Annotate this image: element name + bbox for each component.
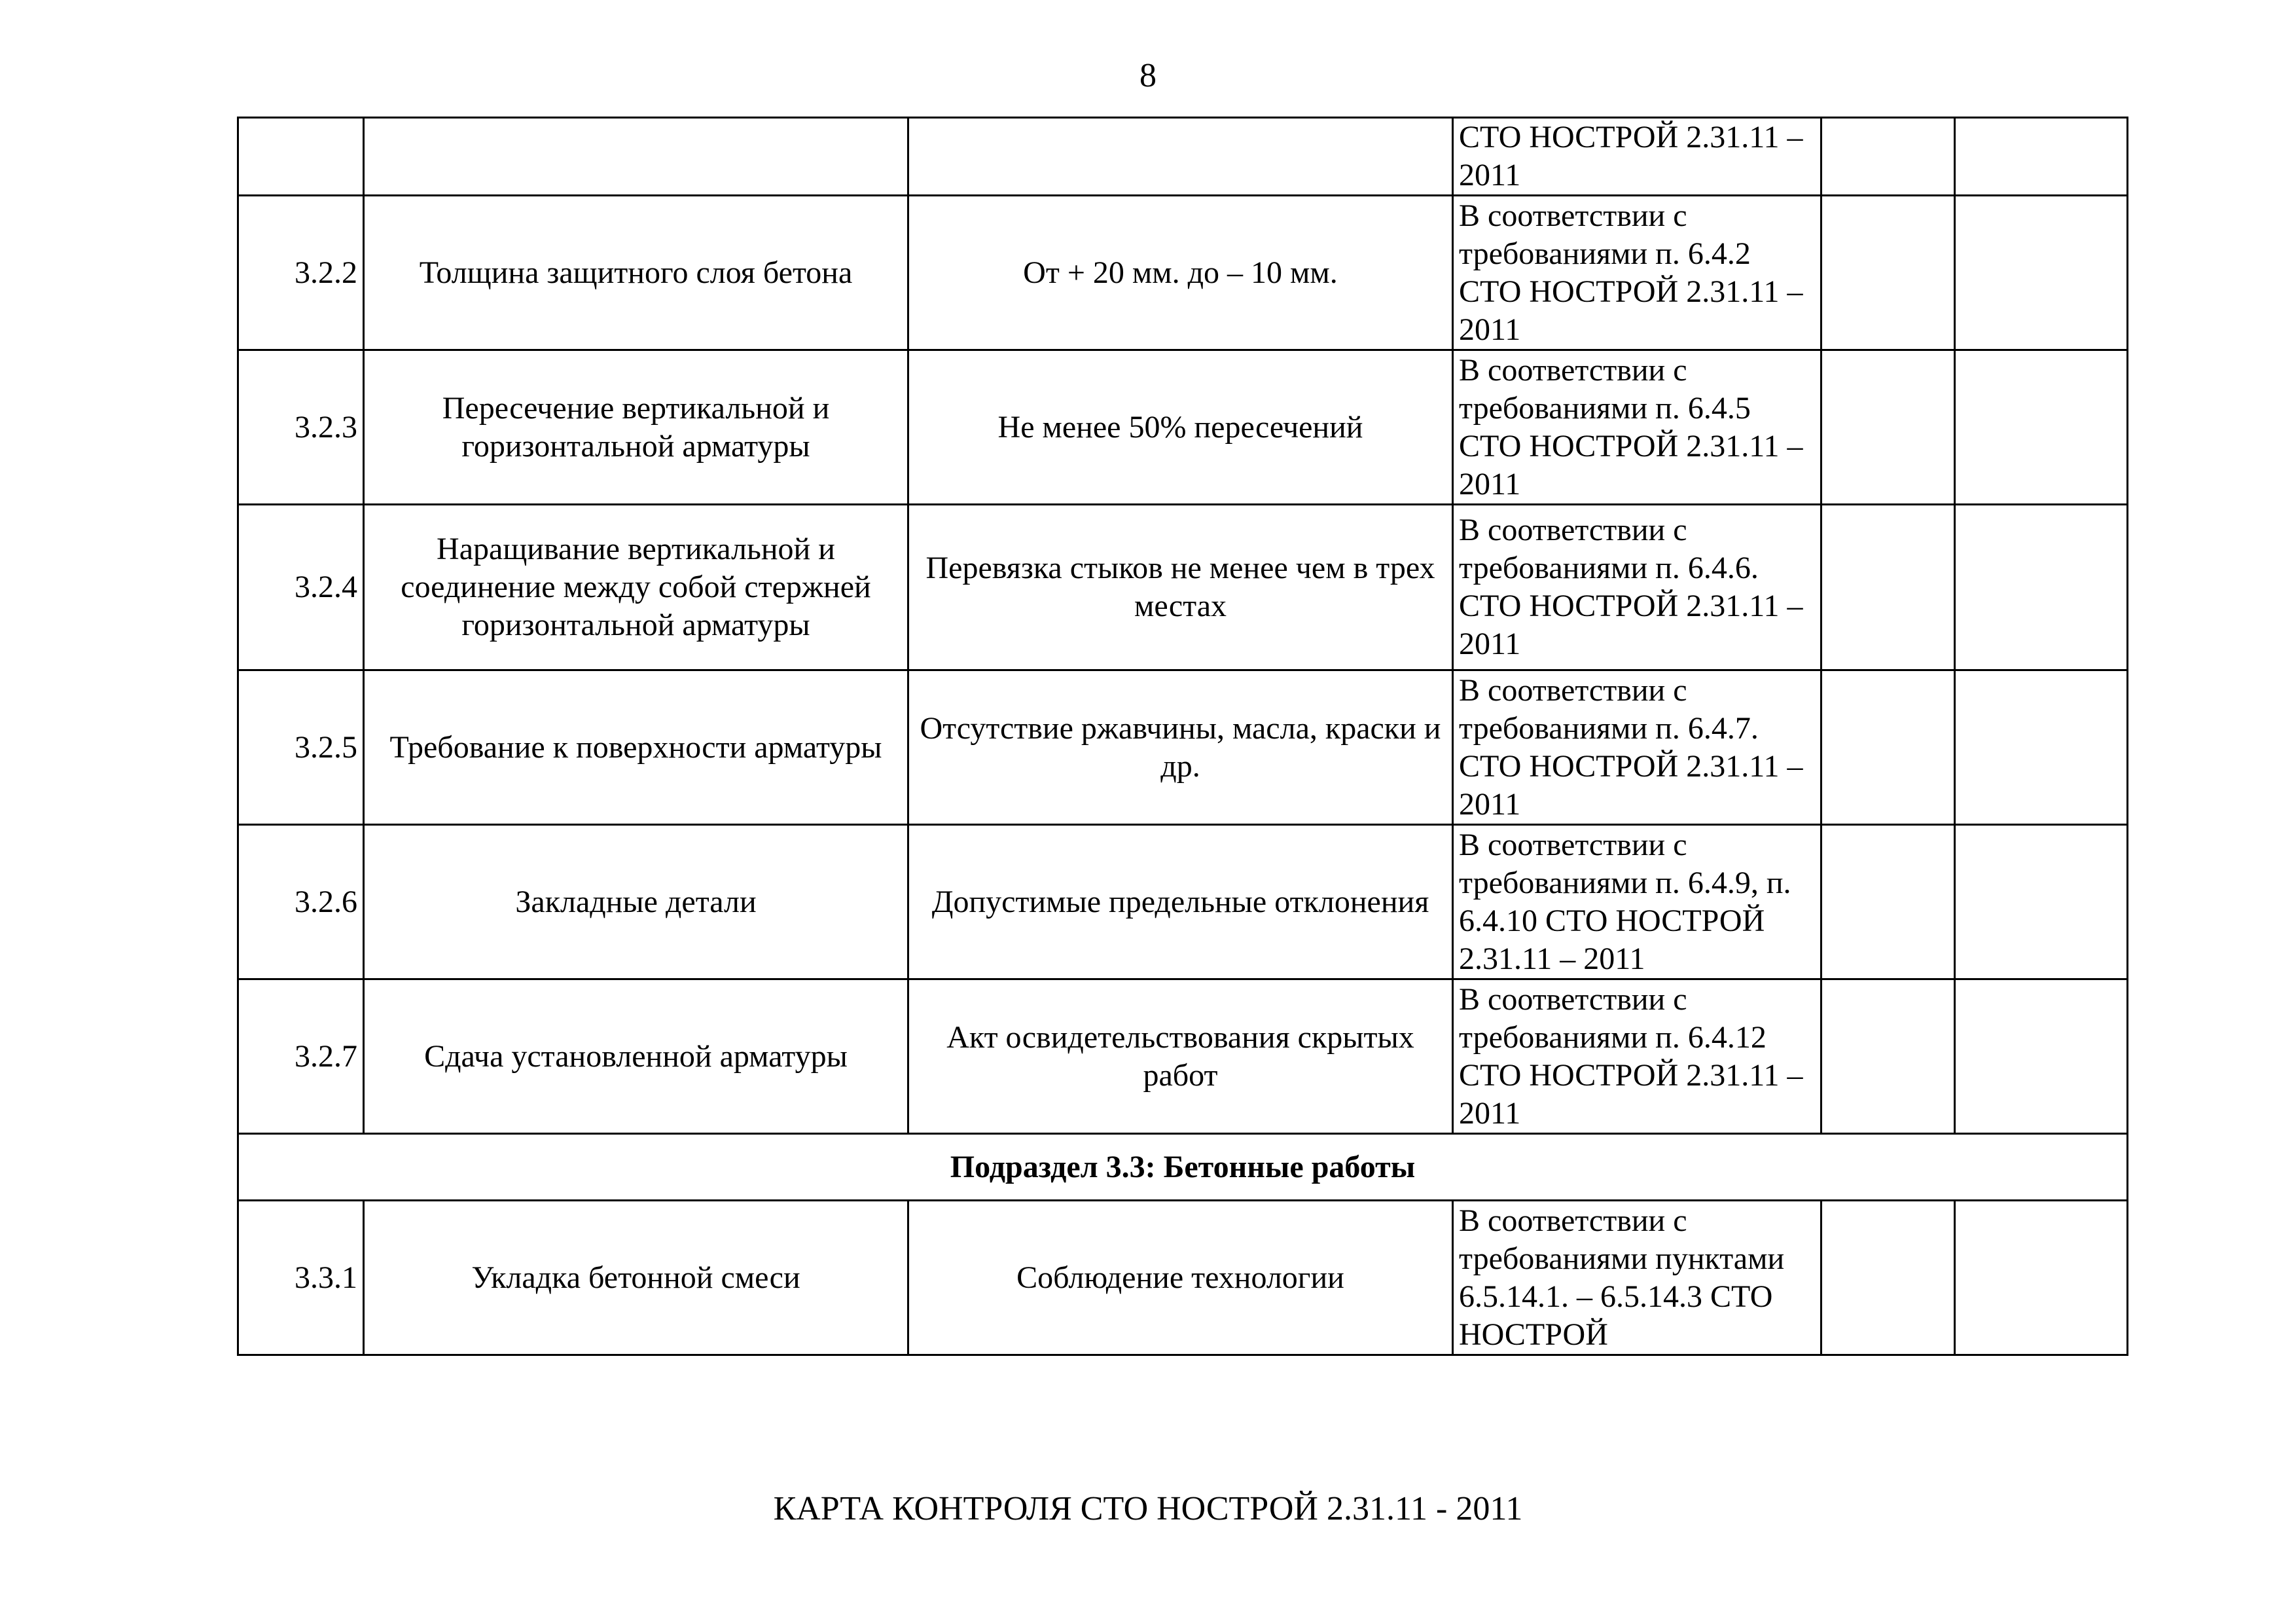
table-row — [238, 118, 2128, 196]
empty-cell — [1955, 350, 2128, 505]
item-number-cell: 3.2.3 — [238, 350, 364, 505]
table-row — [238, 350, 2128, 505]
empty-cell — [1821, 505, 1955, 670]
parameter-cell: Наращивание вертикальной и соединение между собой стержней горизонтальной арматуры — [364, 505, 908, 670]
item-number-cell: 3.2.2 — [238, 196, 364, 350]
item-number-cell — [238, 118, 364, 196]
empty-cell — [1821, 1201, 1955, 1355]
table-row — [238, 979, 2128, 1134]
item-number-cell: 3.3.1 — [238, 1201, 364, 1355]
empty-cell — [1955, 118, 2128, 196]
reference-cell: В соответствии с требованиями п. 6.4.2 СТО НОСТРОЙ 2.31.11 – 2011 — [1453, 196, 1821, 350]
empty-cell — [1821, 118, 1955, 196]
section-title: Подраздел 3.3: Бетонные работы — [238, 1134, 2128, 1201]
empty-cell — [1955, 1201, 2128, 1355]
reference-cell: В соответствии с требованиями п. 6.4.7. СТО НОСТРОЙ 2.31.11 – 2011 — [1453, 670, 1821, 825]
empty-cell — [1821, 350, 1955, 505]
empty-cell — [1955, 196, 2128, 350]
item-number-cell: 3.2.4 — [238, 505, 364, 670]
parameter-cell: Пересечение вертикальной и горизонтальной арматуры — [364, 350, 908, 505]
requirement-cell: Акт освидетельствования скрытых работ — [908, 979, 1453, 1134]
reference-cell: В соответствии с требованиями п. 6.4.6. СТО НОСТРОЙ 2.31.11 – 2011 — [1453, 505, 1821, 670]
requirement-cell — [908, 118, 1453, 196]
control-table — [237, 117, 2128, 1356]
requirement-cell: Перевязка стыков не менее чем в трех местах — [908, 505, 1453, 670]
reference-cell: В соответствии с требованиями пунктами 6.5.14.1. – 6.5.14.3 СТО НОСТРОЙ — [1453, 1201, 1821, 1355]
requirement-cell: Отсутствие ржавчины, масла, краски и др. — [908, 670, 1453, 825]
parameter-cell — [364, 118, 908, 196]
requirement-cell: От + 20 мм. до – 10 мм. — [908, 196, 1453, 350]
item-number-cell: 3.2.7 — [238, 979, 364, 1134]
empty-cell — [1821, 825, 1955, 979]
parameter-cell: Закладные детали — [364, 825, 908, 979]
reference-cell: СТО НОСТРОЙ 2.31.11 – 2011 — [1453, 118, 1821, 196]
empty-cell — [1955, 670, 2128, 825]
page-footer: КАРТА КОНТРОЛЯ СТО НОСТРОЙ 2.31.11 - 2011 — [773, 1490, 1523, 1527]
reference-cell: В соответствии с требованиями п. 6.4.12 СТО НОСТРОЙ 2.31.11 – 2011 — [1453, 979, 1821, 1134]
reference-cell: В соответствии с требованиями п. 6.4.5 СТО НОСТРОЙ 2.31.11 – 2011 — [1453, 350, 1821, 505]
parameter-cell: Укладка бетонной смеси — [364, 1201, 908, 1355]
parameter-cell: Толщина защитного слоя бетона — [364, 196, 908, 350]
section-header-row — [238, 1134, 2128, 1201]
empty-cell — [1821, 670, 1955, 825]
parameter-cell: Требование к поверхности арматуры — [364, 670, 908, 825]
item-number-cell: 3.2.5 — [238, 670, 364, 825]
parameter-cell: Сдача установленной арматуры — [364, 979, 908, 1134]
requirement-cell: Не менее 50% пересечений — [908, 350, 1453, 505]
table-row — [238, 505, 2128, 670]
requirement-cell: Допустимые предельные отклонения — [908, 825, 1453, 979]
table-row — [238, 196, 2128, 350]
empty-cell — [1955, 979, 2128, 1134]
table-row — [238, 670, 2128, 825]
empty-cell — [1955, 825, 2128, 979]
page-number: 8 — [1139, 57, 1157, 94]
empty-cell — [1821, 196, 1955, 350]
requirement-cell: Соблюдение технологии — [908, 1201, 1453, 1355]
empty-cell — [1821, 979, 1955, 1134]
reference-cell: В соответствии с требованиями п. 6.4.9, п. 6.4.10 СТО НОСТРОЙ 2.31.11 – 2011 — [1453, 825, 1821, 979]
table-row — [238, 825, 2128, 979]
item-number-cell: 3.2.6 — [238, 825, 364, 979]
empty-cell — [1955, 505, 2128, 670]
table-row — [238, 1201, 2128, 1355]
